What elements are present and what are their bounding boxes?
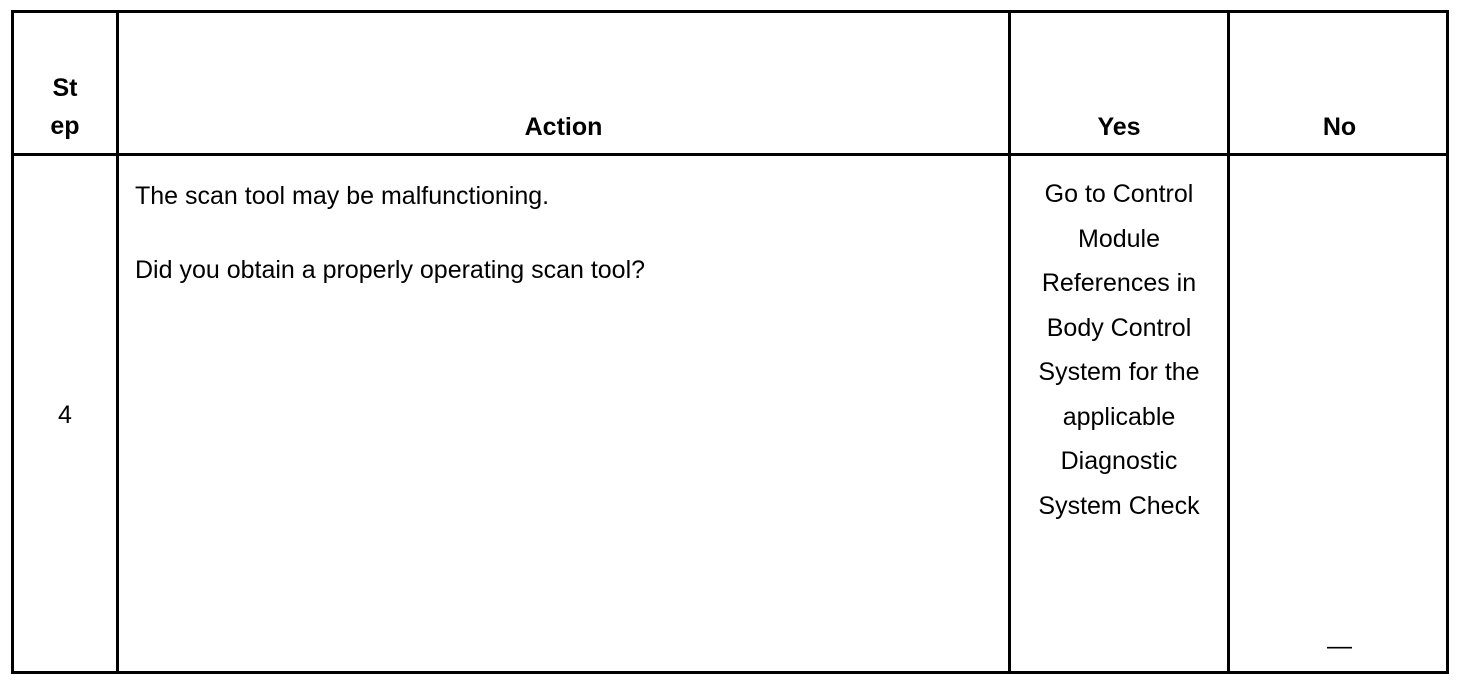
action-statement: The scan tool may be malfunctioning. (135, 182, 550, 210)
diagnostic-table (11, 10, 1449, 674)
no-cell: — (1327, 632, 1352, 660)
action-question: Did you obtain a properly operating scan tool? (135, 256, 646, 284)
header-step: St ep (50, 74, 80, 140)
header-action: Action (524, 113, 603, 141)
action-cell (135, 178, 995, 288)
header-divider (14, 153, 1446, 156)
step-number: 4 (58, 401, 72, 429)
header-no: No (1322, 113, 1357, 141)
yes-cell: Go to Control Module References in Body Control System for the applicable Diagnostic System Check (1038, 180, 1200, 520)
header-yes: Yes (1097, 113, 1141, 141)
